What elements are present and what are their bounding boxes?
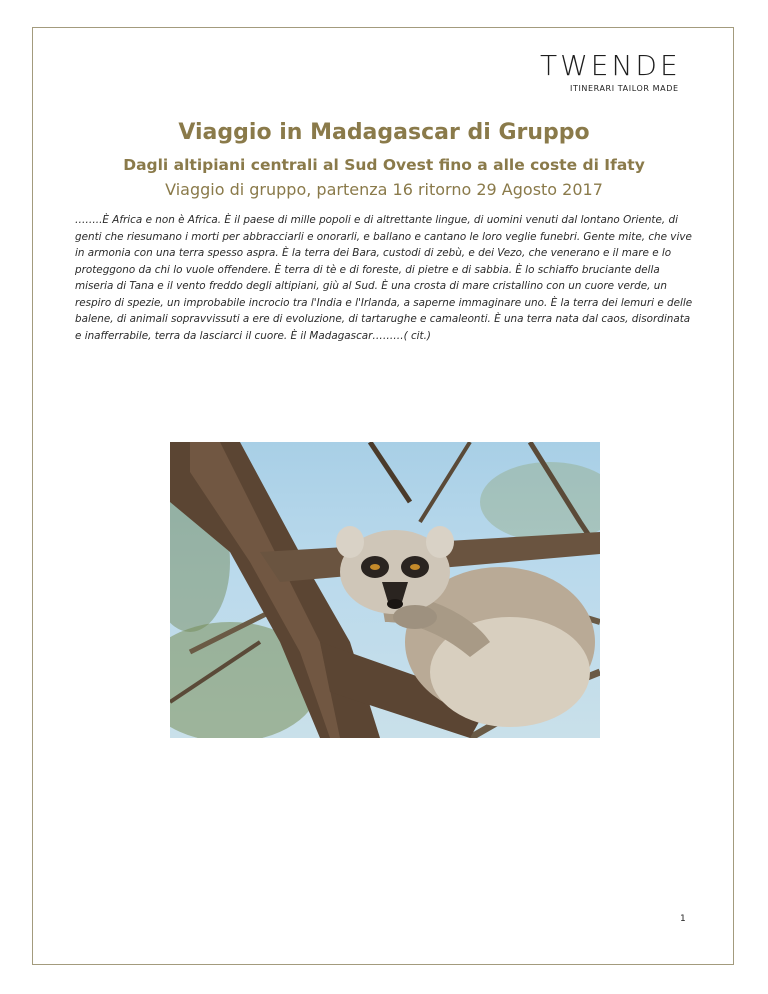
logo-wordmark: TWENDE bbox=[540, 49, 681, 82]
intro-paragraph: ……..È Africa e non è Africa. È il paese di mille popoli e di altrettante lingue, di uomini venuti dal lontano Oriente, di genti che riesumano i morti per abbracciarli e onorarli, e ballano e cantano le loro veglie funebri. Gente mite, che vive in armonia con una terra spesso aspra. È la terra dei Bara, custodi di zebù, e dei Vezo, che venerano e il mare e lo proteggono da chi lo vuole offendere. È terra di tè e di foreste, di pietre e di sabbia. È lo schiaffo bruciante della miseria di Tana e il vento freddo degli altipiani, giù al Sud. È una crosta di mare cristallino con un cuore verde, un respiro di spezie, un improbabile incrocio tra l'India e l'Irlanda, a saperne immaginare uno. È la terra dei lemuri e delle balene, di animali sopravvissuti a ere di evoluzione, di tartarughe e camaleonti. È una terra nata dal caos, disordinata e inafferrabile, terra da lasciarci il cuore. È il Madagascar………( cit.) bbox=[75, 214, 693, 342]
trip-dates: Viaggio di gruppo, partenza 16 ritorno 29 Agosto 2017 bbox=[165, 180, 603, 199]
lemur-photo bbox=[170, 442, 600, 738]
page-number: 1 bbox=[680, 914, 686, 924]
lemur-photo-illustration bbox=[170, 442, 600, 738]
document-subtitle: Dagli altipiani centrali al Sud Ovest fino a alle coste di Ifaty bbox=[123, 156, 645, 174]
twende-logo bbox=[538, 50, 698, 100]
logo-tagline: ITINERARI TAILOR MADE bbox=[570, 84, 679, 93]
document-title: Viaggio in Madagascar di Gruppo bbox=[178, 120, 590, 145]
